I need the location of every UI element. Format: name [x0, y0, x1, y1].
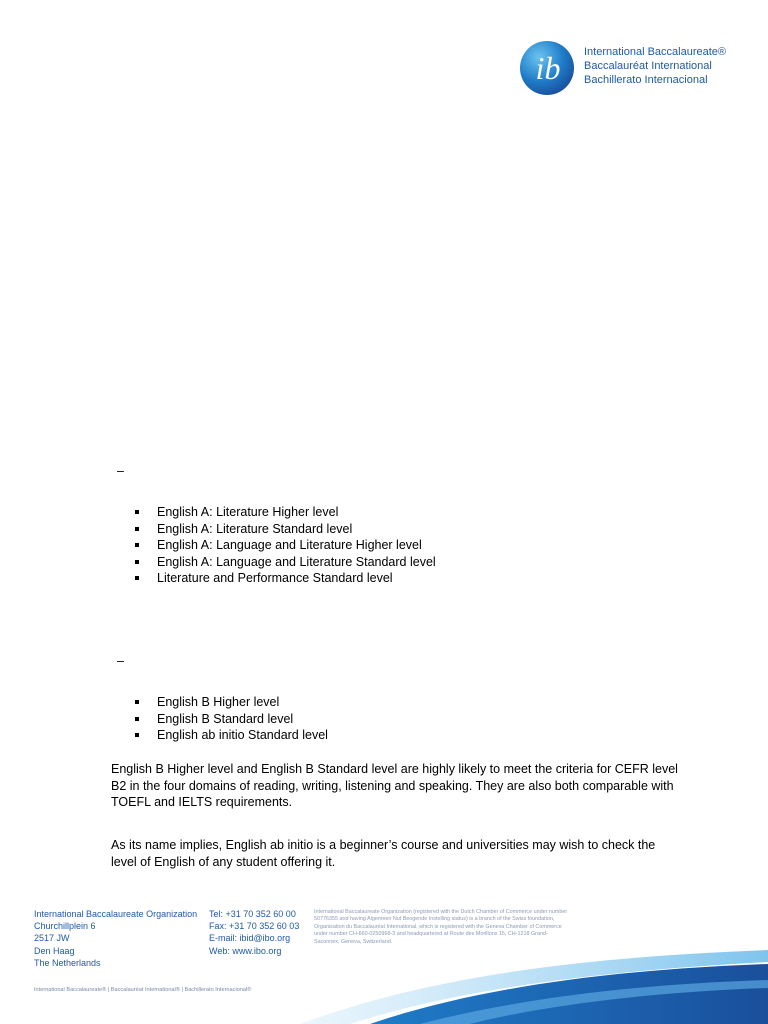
- list-item: English ab initio Standard level: [111, 727, 328, 744]
- logo-wordmark: [584, 45, 726, 87]
- footer-email: E-mail: ibid@ibo.org: [209, 933, 291, 944]
- paragraph-english-b: English B Higher level and English B Standard level are highly likely to meet the criteria for CEFR level B2 in the four domains of reading, writing, listening and speaking. They are also both comparable with TOEFL and IELTS requirements.: [111, 762, 678, 809]
- list-item: English A: Literature Higher level: [111, 504, 436, 521]
- footer-web: Web: www.ibo.org: [209, 945, 282, 956]
- paragraph-ab-initio: As its name implies, English ab initio is a beginner’s course and universities may wish to check the level of English of any student offering it.: [111, 838, 656, 869]
- list-item: English A: Language and Literature Standard level: [111, 554, 436, 571]
- footer-address-line: The Netherlands: [34, 957, 101, 968]
- footer-bottom-line: International Baccalaureate® | Baccalauréat International® | Bachillerato Internacional®: [34, 987, 252, 993]
- section-b-list: [111, 694, 328, 744]
- list-item: English A: Language and Literature Higher level: [111, 537, 436, 554]
- section-a-dash: –: [117, 464, 124, 478]
- footer-contact: [209, 908, 299, 957]
- footer-address-line: 2517 JW: [34, 933, 70, 944]
- ib-logo-letters: ib: [535, 50, 561, 86]
- section-a-list: [111, 504, 436, 587]
- footer-phone: Tel: +31 70 352 60 00: [209, 909, 296, 919]
- ib-logo-mark: [518, 40, 576, 96]
- list-item: English B Higher level: [111, 694, 328, 711]
- footer-address-line: Den Haag: [34, 945, 75, 956]
- list-item: English B Standard level: [111, 711, 328, 728]
- list-item: Literature and Performance Standard level: [111, 570, 436, 587]
- footer-legal-text: International Baccalaureate Organization (registered with the Dutch Chamber of Commerce under number 50776355 and having Algemeen Nut Beogende Instelling status) is a branch of the Swiss foundation, Organisation du Baccalauréat International, which is registered with the Geneva Chamber of Commerce under number CH-660-0250968-3 and headquartered at Route des Morillons 15, CH-1218 Grand-Saconnex, Geneva, Switzerland.: [314, 909, 568, 945]
- logo-line-1: International Baccalaureate®: [584, 46, 727, 58]
- footer-address-line: International Baccalaureate Organization: [34, 909, 198, 919]
- footer: [0, 880, 768, 1024]
- ib-logo: [518, 40, 738, 96]
- footer-fax: Fax: +31 70 352 60 03: [209, 921, 300, 932]
- footer-address-line: Churchillplein 6: [34, 921, 96, 932]
- logo-line-2: Baccalauréat International: [584, 60, 712, 72]
- section-b-dash: –: [117, 654, 124, 668]
- footer-address: [34, 908, 197, 969]
- list-item: English A: Literature Standard level: [111, 521, 436, 538]
- logo-line-3: Bachillerato Internacional: [584, 74, 708, 86]
